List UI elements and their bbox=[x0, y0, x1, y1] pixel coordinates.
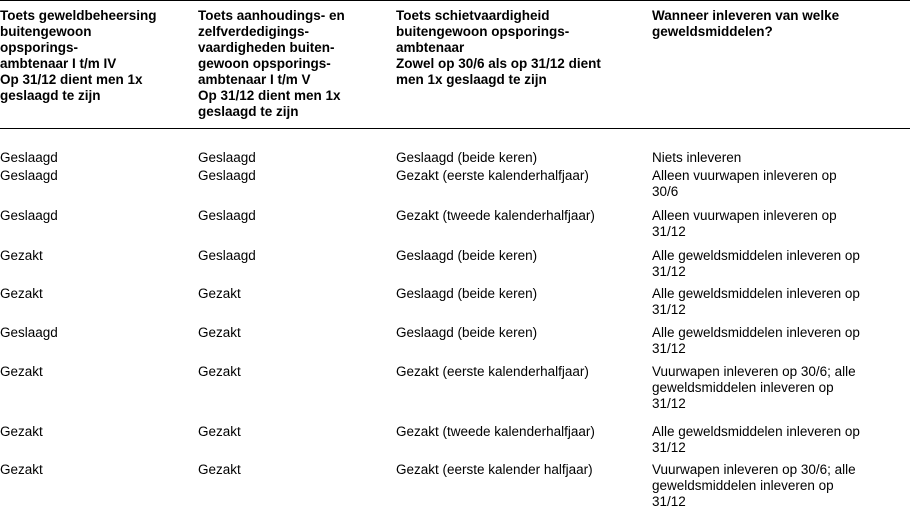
table-cell: Alle geweldsmiddelen inleveren op 31/12 bbox=[652, 248, 860, 279]
table-cell: Gezakt bbox=[0, 286, 43, 301]
header-inleveren: Wanneer inleveren van welke geweldsmiddelen? bbox=[652, 8, 840, 39]
table-cell: Gezakt bbox=[198, 364, 241, 379]
header-aanhoudings-zelfverdediging: Toets aanhoudings- en zelfverdedigings- vaardigheden buiten- gewoon opsporings- ambtenaar I t/m V Op 31/12 dient men 1x geslaagd te zijn bbox=[198, 8, 345, 119]
table-cell: Gezakt bbox=[0, 424, 43, 439]
table-cell: Geslaagd bbox=[198, 248, 256, 263]
table-cell: Geslaagd (beide keren) bbox=[396, 248, 538, 263]
header-schietvaardigheid: Toets schietvaardigheid buitengewoon opsporings- ambtenaar Zowel op 30/6 als op 31/12 dient men 1x geslaagd te zijn bbox=[396, 8, 601, 87]
table-cell: Geslaagd bbox=[198, 208, 256, 223]
table-cell: Gezakt bbox=[0, 364, 43, 379]
table-cell: Alle geweldsmiddelen inleveren op 31/12 bbox=[652, 325, 860, 356]
table-cell: Alleen vuurwapen inleveren op 31/12 bbox=[652, 208, 837, 239]
table-cell: Gezakt (eerste kalender halfjaar) bbox=[396, 462, 593, 477]
table-cell: Geslaagd bbox=[0, 150, 58, 165]
table-cell: Gezakt bbox=[198, 325, 241, 340]
table-cell: Alle geweldsmiddelen inleveren op 31/12 bbox=[652, 286, 860, 317]
table-cell: Geslaagd (beide keren) bbox=[396, 150, 538, 165]
table-cell: Geslaagd bbox=[0, 325, 58, 340]
table-cell: Geslaagd bbox=[0, 208, 58, 223]
table-cell: Alle geweldsmiddelen inleveren op 31/12 bbox=[652, 424, 860, 455]
table-cell: Niets inleveren bbox=[652, 150, 742, 165]
table-cell: Gezakt bbox=[0, 248, 43, 263]
table-cell: Gezakt bbox=[198, 424, 241, 439]
header-geweldbeheersing: Toets geweldbeheersing buitengewoon opsporings- ambtenaar I t/m IV Op 31/12 dient men 1x geslaagd te zijn bbox=[0, 8, 157, 103]
table-cell: Geslaagd (beide keren) bbox=[396, 325, 538, 340]
table-cell: Vuurwapen inleveren op 30/6; alle geweldsmiddelen inleveren op 31/12 bbox=[652, 364, 856, 411]
table-cell: Geslaagd bbox=[198, 168, 256, 183]
table-cell: Geslaagd bbox=[198, 150, 256, 165]
table-cell: Alleen vuurwapen inleveren op 30/6 bbox=[652, 168, 837, 199]
table-cell: Gezakt (eerste kalenderhalfjaar) bbox=[396, 168, 589, 183]
table-cell: Gezakt bbox=[198, 286, 241, 301]
table-cell: Vuurwapen inleveren op 30/6; alle geweldsmiddelen inleveren op 31/12 bbox=[652, 462, 856, 509]
header-divider-rule bbox=[0, 128, 910, 129]
table-cell: Gezakt bbox=[198, 462, 241, 477]
table-cell: Gezakt bbox=[0, 462, 43, 477]
table-cell: Gezakt (eerste kalenderhalfjaar) bbox=[396, 364, 589, 379]
table-cell: Geslaagd (beide keren) bbox=[396, 286, 538, 301]
table-cell: Geslaagd bbox=[0, 168, 58, 183]
table-cell: Gezakt (tweede kalenderhalfjaar) bbox=[396, 208, 595, 223]
table-top-rule bbox=[0, 0, 910, 1]
table-cell: Gezakt (tweede kalenderhalfjaar) bbox=[396, 424, 595, 439]
